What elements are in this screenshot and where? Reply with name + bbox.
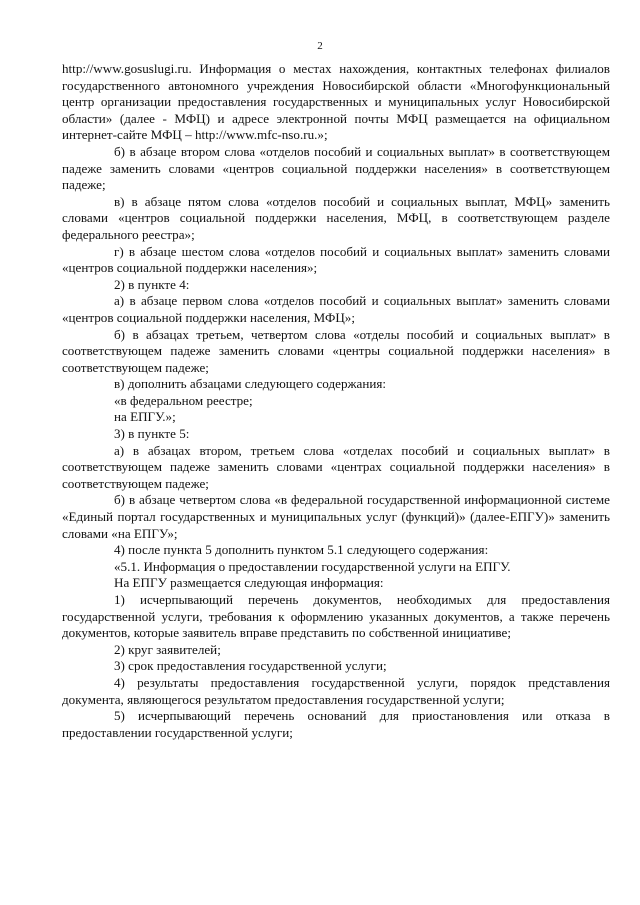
paragraph-list-4: 4) результаты предоставления государственной услуги, порядок представления документа, являющегося результатом предоставления государственной услуги;	[62, 674, 610, 707]
document-body	[62, 61, 610, 741]
paragraph-contacts-info: http://www.gosuslugi.ru. Информация о местах нахождения, контактных телефонах филиалов государственного автономного учреждения Новосибирской области «Многофункциональный центр организации предоставления государственных и муниципальных услуг Новосибирской области» (далее - МФЦ) и адресе электронной почты МФЦ размещается на официальном интернет-сайте МФЦ – http://www.mfc-nso.ru.»;	[62, 61, 610, 143]
paragraph-list-2: 2) круг заявителей;	[114, 641, 221, 657]
page-number: 2	[317, 40, 323, 52]
paragraph-quote-federal-registry: «в федеральном реестре;	[114, 392, 253, 408]
paragraph-quote-epgu: на ЕПГУ.»;	[114, 409, 176, 425]
paragraph-epgu-info-intro: На ЕПГУ размещается следующая информация:	[114, 575, 384, 591]
paragraph-amendment-v: в) в абзаце пятом слова «отделов пособий и социальных выплат, МФЦ» заменить словами «центров социальной поддержки населения, МФЦ, в соответствующем разделе федерального реестра»;	[62, 193, 610, 242]
paragraph-list-1: 1) исчерпывающий перечень документов, необходимых для предоставления государственной услуги, требования к оформлению указанных документов, а также перечень документов, которые заявитель вправе представить по собственной инициативе;	[62, 592, 610, 641]
paragraph-item-2v: в) дополнить абзацами следующего содержания:	[114, 376, 387, 392]
paragraph-item-2b: б) в абзацах третьем, четвертом слова «отделы пособий и социальных выплат» в соответствующем падеже заменить словами «центры социальной поддержки населения» в соответствующем падеже;	[62, 326, 610, 375]
paragraph-item-4: 4) после пункта 5 дополнить пунктом 5.1 следующего содержания:	[114, 542, 489, 558]
paragraph-item-3a: а) в абзацах втором, третьем слова «отделах пособий и социальных выплат» в соответствующем падеже заменить словами «центрах социальной поддержки населения» в соответствующем падеже;	[62, 442, 610, 491]
paragraph-amendment-g: г) в абзаце шестом слова «отделов пособий и социальных выплат» заменить словами «центров социальной поддержки населения»;	[62, 243, 610, 276]
paragraph-amendment-b: б) в абзаце втором слова «отделов пособий и социальных выплат» в соответствующем падеже заменить словами «центров социальной поддержки населения» в соответствующем падеже;	[62, 143, 610, 193]
paragraph-list-5: 5) исчерпывающий перечень оснований для приостановления или отказа в предоставлении государственной услуги;	[62, 708, 610, 740]
paragraph-item-2: 2) в пункте 4:	[114, 276, 190, 292]
paragraph-item-3: 3) в пункте 5:	[114, 426, 190, 442]
paragraph-item-3b: б) в абзаце четвертом слова «в федеральной государственной информационной системе «Единый портал государственных и муниципальных услуг (функций)» (далее-ЕПГУ)» заменить словами «на ЕПГУ»;	[62, 492, 610, 541]
paragraph-list-3: 3) срок предоставления государственной услуги;	[114, 658, 387, 674]
paragraph-section-5-1: «5.1. Информация о предоставлении государственной услуги на ЕПГУ.	[114, 558, 511, 574]
paragraph-item-2a: а) в абзаце первом слова «отделов пособий и социальных выплат» заменить словами «центров социальной поддержки населения, МФЦ»;	[62, 293, 610, 325]
